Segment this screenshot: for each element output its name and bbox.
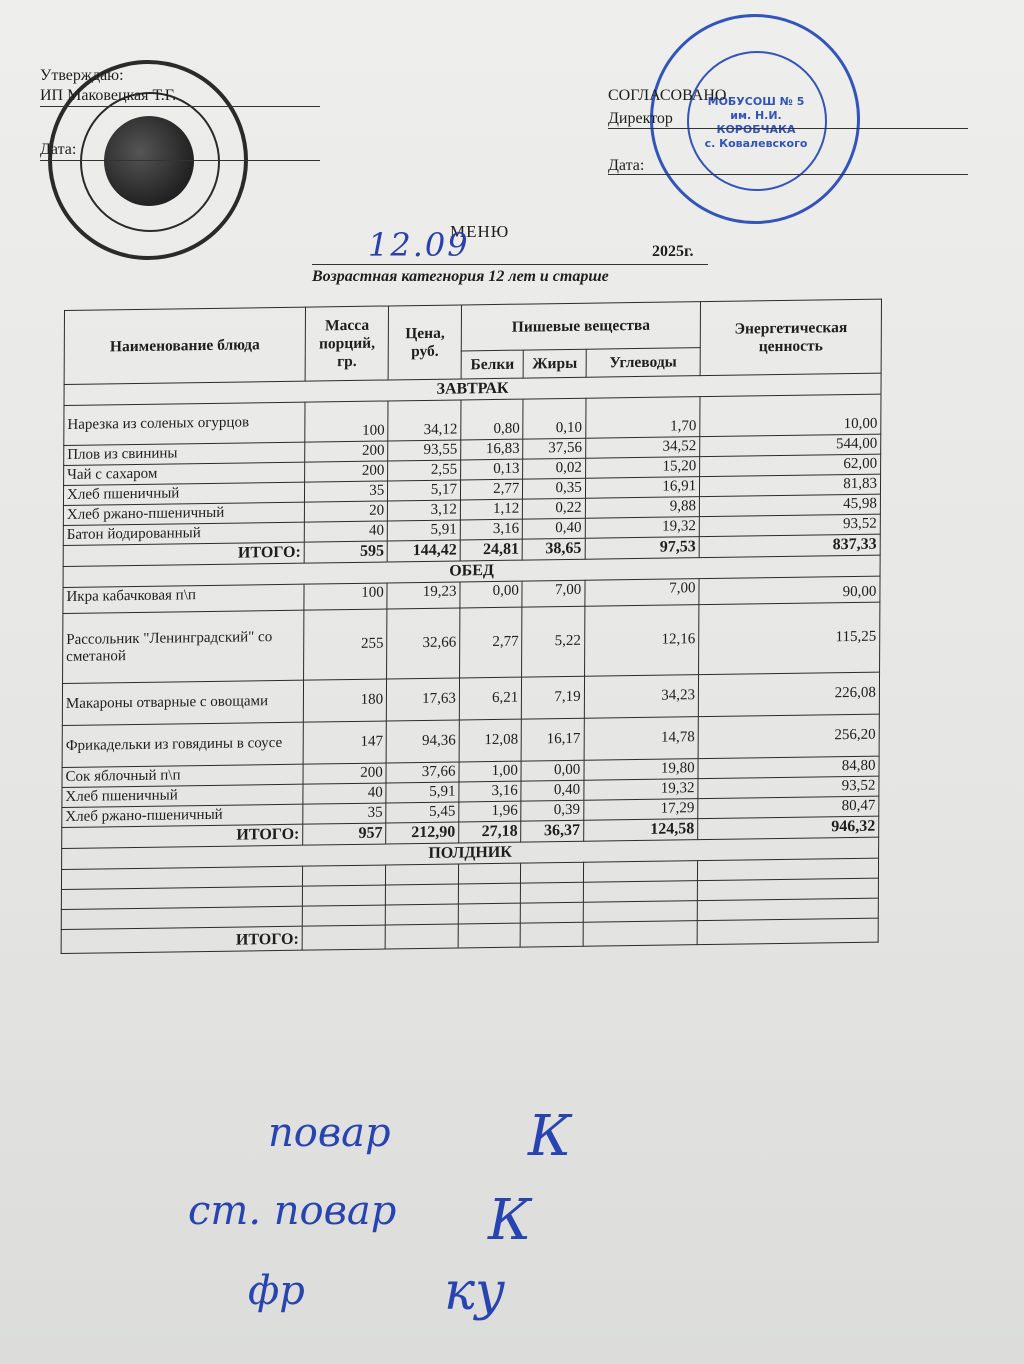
cook-signature: К xyxy=(528,1104,572,1169)
dish-name: Батон йодированный xyxy=(63,522,304,545)
total-mass: 957 xyxy=(303,823,386,845)
total-protein: 24,81 xyxy=(460,539,522,561)
dish-price: 5,91 xyxy=(388,520,461,541)
agreement-block xyxy=(608,84,727,174)
dish-energy: 62,00 xyxy=(700,454,881,477)
dish-energy: 10,00 xyxy=(700,394,881,437)
senior-cook-signature: К xyxy=(488,1188,532,1253)
col-mass-header: Масса порций, гр. xyxy=(305,306,389,381)
total-fat: 36,37 xyxy=(521,820,583,842)
dish-mass: 200 xyxy=(303,763,386,784)
col-price-header: Цена, руб. xyxy=(388,305,461,380)
dish-protein: 1,12 xyxy=(460,499,522,520)
col-energy-header: Энергетическая ценность xyxy=(700,299,881,376)
dish-energy: 45,98 xyxy=(699,494,880,517)
dish-energy: 226,08 xyxy=(698,672,879,717)
school-stamp-line3: с. Ковалевского xyxy=(704,137,808,150)
dish-fat: 37,56 xyxy=(523,438,585,459)
dish-price: 37,66 xyxy=(386,762,459,783)
approve-person: ИП Маковецкая Т.Г. xyxy=(40,87,177,104)
dish-name: Плов из свинины xyxy=(64,442,305,465)
section-snack: ПОЛДНИК xyxy=(62,837,879,869)
dish-price: 93,55 xyxy=(388,440,461,461)
dish-name: Рассольник "Ленинградский" со сметаной xyxy=(63,610,304,683)
school-stamp-line2: им. Н.И. КОРОБЧАКА xyxy=(716,109,796,136)
dish-fat: 7,00 xyxy=(522,580,584,607)
total-price: 144,42 xyxy=(387,540,460,562)
dish-carbs: 34,23 xyxy=(584,675,699,719)
dish-carbs: 1,70 xyxy=(586,397,701,439)
dish-name: Нарезка из соленых огурцов xyxy=(64,402,305,445)
col-carbs-header: Углеводы xyxy=(586,348,701,378)
total-mass: 595 xyxy=(304,541,387,563)
total-energy: 837,33 xyxy=(699,534,880,558)
approval-block xyxy=(40,66,177,158)
dish-fat: 5,22 xyxy=(522,606,585,677)
dish-fat: 0,39 xyxy=(521,800,583,821)
dish-energy: 115,25 xyxy=(699,602,880,675)
dish-price: 34,12 xyxy=(388,400,461,441)
dish-mass: 35 xyxy=(305,481,388,502)
menu-year: 2025г. xyxy=(652,243,694,260)
menu-table xyxy=(61,299,882,954)
dish-mass: 200 xyxy=(305,441,388,462)
dish-price: 32,66 xyxy=(387,608,460,679)
dish-energy: 90,00 xyxy=(699,576,880,605)
dish-protein: 1,96 xyxy=(459,801,521,822)
dish-protein: 12,08 xyxy=(459,719,522,762)
dish-protein: 2,77 xyxy=(460,479,522,500)
dish-carbs: 34,52 xyxy=(585,437,699,459)
dish-carbs: 15,20 xyxy=(585,457,699,479)
third-role-handwritten: фр xyxy=(248,1268,305,1314)
dish-fat: 0,10 xyxy=(523,398,586,439)
dish-carbs: 16,91 xyxy=(585,477,699,499)
dish-energy: 80,47 xyxy=(698,796,879,819)
dish-protein: 6,21 xyxy=(459,677,522,720)
col-nutrients-header: Пишевые вещества xyxy=(461,302,700,351)
dish-mass: 35 xyxy=(303,803,386,824)
dish-price: 5,17 xyxy=(388,480,461,501)
dish-name: Чай с сахаром xyxy=(64,462,305,485)
col-protein-header: Белки xyxy=(461,350,524,379)
dish-mass: 100 xyxy=(305,401,388,442)
section-lunch: ОБЕД xyxy=(63,555,880,587)
dish-protein: 3,16 xyxy=(460,519,522,540)
dish-carbs: 17,29 xyxy=(584,799,698,821)
dish-fat: 7,19 xyxy=(522,676,585,719)
age-category: Возрастная категнория 12 лет и старше xyxy=(312,268,609,285)
dish-mass: 40 xyxy=(304,521,387,542)
dish-price: 5,45 xyxy=(386,802,459,823)
dish-price: 19,23 xyxy=(387,582,460,609)
dish-fat: 0,22 xyxy=(523,498,585,519)
dish-mass: 255 xyxy=(304,609,388,680)
globe-icon xyxy=(104,116,194,206)
total-carbs: 124,58 xyxy=(583,819,697,842)
dish-price: 2,55 xyxy=(388,460,461,481)
dish-name: Макароны отварные с овощами xyxy=(62,680,303,725)
agreed-label: СОГЛАСОВАНО xyxy=(608,87,727,104)
dish-energy: 93,52 xyxy=(698,776,879,799)
col-name-header: Наименование блюда xyxy=(64,307,306,384)
approve-date-label: Дата: xyxy=(40,141,77,158)
dish-name: Икра кабачковая п\п xyxy=(63,584,304,613)
dish-carbs: 9,88 xyxy=(585,497,699,519)
dish-fat: 0,00 xyxy=(521,760,583,781)
cook-role-handwritten: повар xyxy=(268,1110,391,1156)
dish-mass: 20 xyxy=(304,501,387,522)
school-stamp-line1: МОБУСОШ № 5 xyxy=(707,95,805,108)
agreed-position: Директор xyxy=(608,110,673,127)
dish-mass: 40 xyxy=(303,783,386,804)
agreed-date-line xyxy=(608,174,968,175)
section-breakfast: ЗАВТРАК xyxy=(64,373,881,405)
dish-name: Хлеб пшеничный xyxy=(63,482,304,505)
menu-date: 12.09 xyxy=(368,226,470,264)
dish-energy: 256,20 xyxy=(698,714,879,759)
table-row xyxy=(63,602,880,683)
dish-mass: 180 xyxy=(303,679,386,722)
dish-protein: 3,16 xyxy=(459,781,521,802)
approve-signature-line xyxy=(40,106,320,107)
dish-protein: 0,80 xyxy=(461,399,524,440)
dish-protein: 2,77 xyxy=(460,607,523,678)
dish-carbs: 19,32 xyxy=(585,517,699,539)
dish-fat: 0,40 xyxy=(521,780,583,801)
total-label: ИТОГО: xyxy=(62,824,303,848)
total-carbs: 97,53 xyxy=(585,537,699,560)
menu-title: МЕНЮ xyxy=(450,222,510,241)
dish-fat: 16,17 xyxy=(521,718,584,761)
third-signature: ку xyxy=(444,1262,506,1322)
col-fat-header: Жиры xyxy=(523,349,586,378)
approve-date-line xyxy=(40,160,320,161)
senior-cook-role-handwritten: ст. повар xyxy=(188,1188,397,1234)
dish-protein: 16,83 xyxy=(461,439,523,460)
dish-fat: 0,02 xyxy=(523,458,585,479)
dish-fat: 0,40 xyxy=(523,518,585,539)
dish-name: Хлеб ржано-пшеничный xyxy=(63,502,304,525)
dish-mass: 100 xyxy=(304,583,387,610)
dish-name: Сок яблочный п\п xyxy=(62,764,303,787)
total-fat: 38,65 xyxy=(523,538,585,560)
dish-price: 94,36 xyxy=(386,720,459,763)
dish-carbs: 19,80 xyxy=(584,759,698,781)
dish-price: 3,12 xyxy=(388,500,461,521)
dish-carbs: 7,00 xyxy=(585,579,699,607)
dish-mass: 200 xyxy=(305,461,388,482)
total-energy: 946,32 xyxy=(698,816,879,840)
dish-protein: 0,00 xyxy=(460,581,522,608)
dish-carbs: 14,78 xyxy=(584,717,699,761)
total-label: ИТОГО: xyxy=(61,926,302,953)
dish-energy: 81,83 xyxy=(700,474,881,497)
dish-carbs: 19,32 xyxy=(584,779,698,801)
dish-energy: 544,00 xyxy=(700,434,881,457)
dish-fat: 0,35 xyxy=(523,478,585,499)
dish-mass: 147 xyxy=(303,721,386,764)
total-price: 212,90 xyxy=(386,822,459,844)
dish-name: Хлеб пшеничный xyxy=(62,784,303,807)
dish-protein: 1,00 xyxy=(459,761,521,782)
dish-price: 5,91 xyxy=(386,782,459,803)
dish-price: 17,63 xyxy=(387,678,460,721)
dish-name: Фрикадельки из говядины в соусе xyxy=(62,722,303,767)
dish-energy: 93,52 xyxy=(699,514,880,537)
agreed-date-label: Дата: xyxy=(608,157,645,174)
dish-protein: 0,13 xyxy=(461,459,523,480)
dish-energy: 84,80 xyxy=(698,756,879,779)
dish-name: Хлеб ржано-пшеничный xyxy=(62,804,303,827)
dish-carbs: 12,16 xyxy=(584,605,699,677)
approve-label: Утверждаю: xyxy=(40,67,124,84)
total-label: ИТОГО: xyxy=(63,542,304,566)
agreed-signature-line xyxy=(608,128,968,129)
total-protein: 27,18 xyxy=(459,821,521,843)
